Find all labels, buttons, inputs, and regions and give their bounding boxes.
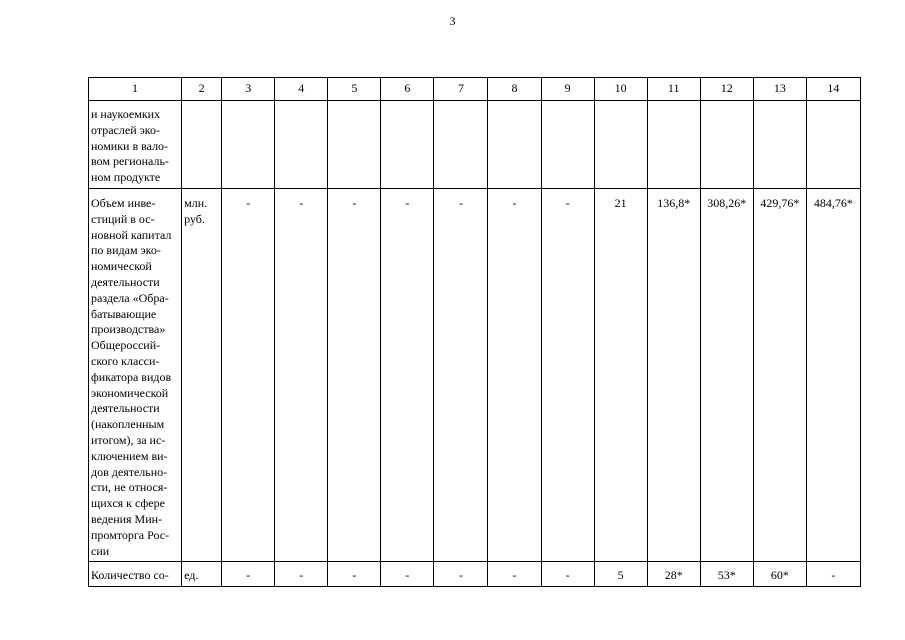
value-cell	[328, 101, 381, 189]
column-header: 12	[700, 78, 753, 101]
value-cell: -	[381, 188, 434, 561]
value-cell: 5	[594, 562, 647, 587]
value-cell: -	[806, 562, 860, 587]
column-header: 5	[328, 78, 381, 101]
table-row	[89, 188, 861, 561]
value-cell: 21	[594, 188, 647, 561]
value-cell: -	[222, 188, 275, 561]
indicator-cell: Объем инве-стиций в ос-новной капитал по видам эко-номической деятельности раздела «Обра-батывающие производства» Общероссий-ского класси-фикатора видов экономической деятельности (накопленным итогом), за ис-ключением ви-дов деятельно-сти, не относя-щихся к сфере ведения Мин-промторга Рос-сии	[89, 188, 182, 561]
indicator-cell: Количество со-	[89, 562, 182, 587]
value-cell: -	[328, 188, 381, 561]
value-cell: -	[434, 188, 488, 561]
indicator-cell: и наукоемких отраслей эко-номики в вало-вом региональ-ном продукте	[89, 101, 182, 189]
unit-cell	[182, 101, 222, 189]
column-header: 2	[182, 78, 222, 101]
value-cell	[381, 101, 434, 189]
value-cell: 484,76*	[806, 188, 860, 561]
page-number: 3	[449, 14, 456, 28]
value-cell: 53*	[700, 562, 753, 587]
value-cell: 429,76*	[753, 188, 806, 561]
value-cell	[222, 101, 275, 189]
value-cell: 28*	[647, 562, 700, 587]
unit-cell: млн. руб.	[182, 188, 222, 561]
column-header: 3	[222, 78, 275, 101]
value-cell: -	[541, 188, 594, 561]
unit-cell: ед.	[182, 562, 222, 587]
table-row	[89, 562, 861, 587]
column-header: 4	[275, 78, 328, 101]
value-cell: -	[328, 562, 381, 587]
value-cell	[488, 101, 541, 189]
value-cell: 136,8*	[647, 188, 700, 561]
column-header: 8	[488, 78, 541, 101]
value-cell	[434, 101, 488, 189]
value-cell	[647, 101, 700, 189]
column-header: 6	[381, 78, 434, 101]
column-header: 10	[594, 78, 647, 101]
value-cell	[275, 101, 328, 189]
indicators-table	[88, 77, 861, 587]
value-cell: -	[488, 562, 541, 587]
value-cell: -	[275, 562, 328, 587]
value-cell: -	[488, 188, 541, 561]
value-cell: -	[381, 562, 434, 587]
value-cell: -	[434, 562, 488, 587]
value-cell	[753, 101, 806, 189]
value-cell	[594, 101, 647, 189]
column-header: 14	[806, 78, 860, 101]
column-header: 1	[89, 78, 182, 101]
value-cell	[541, 101, 594, 189]
value-cell	[806, 101, 860, 189]
value-cell: -	[541, 562, 594, 587]
column-header: 9	[541, 78, 594, 101]
value-cell: 308,26*	[700, 188, 753, 561]
column-header: 11	[647, 78, 700, 101]
table-row	[89, 101, 861, 189]
value-cell	[700, 101, 753, 189]
table-header-row	[89, 78, 861, 101]
column-header: 13	[753, 78, 806, 101]
value-cell: -	[275, 188, 328, 561]
value-cell: -	[222, 562, 275, 587]
value-cell: 60*	[753, 562, 806, 587]
column-header: 7	[434, 78, 488, 101]
